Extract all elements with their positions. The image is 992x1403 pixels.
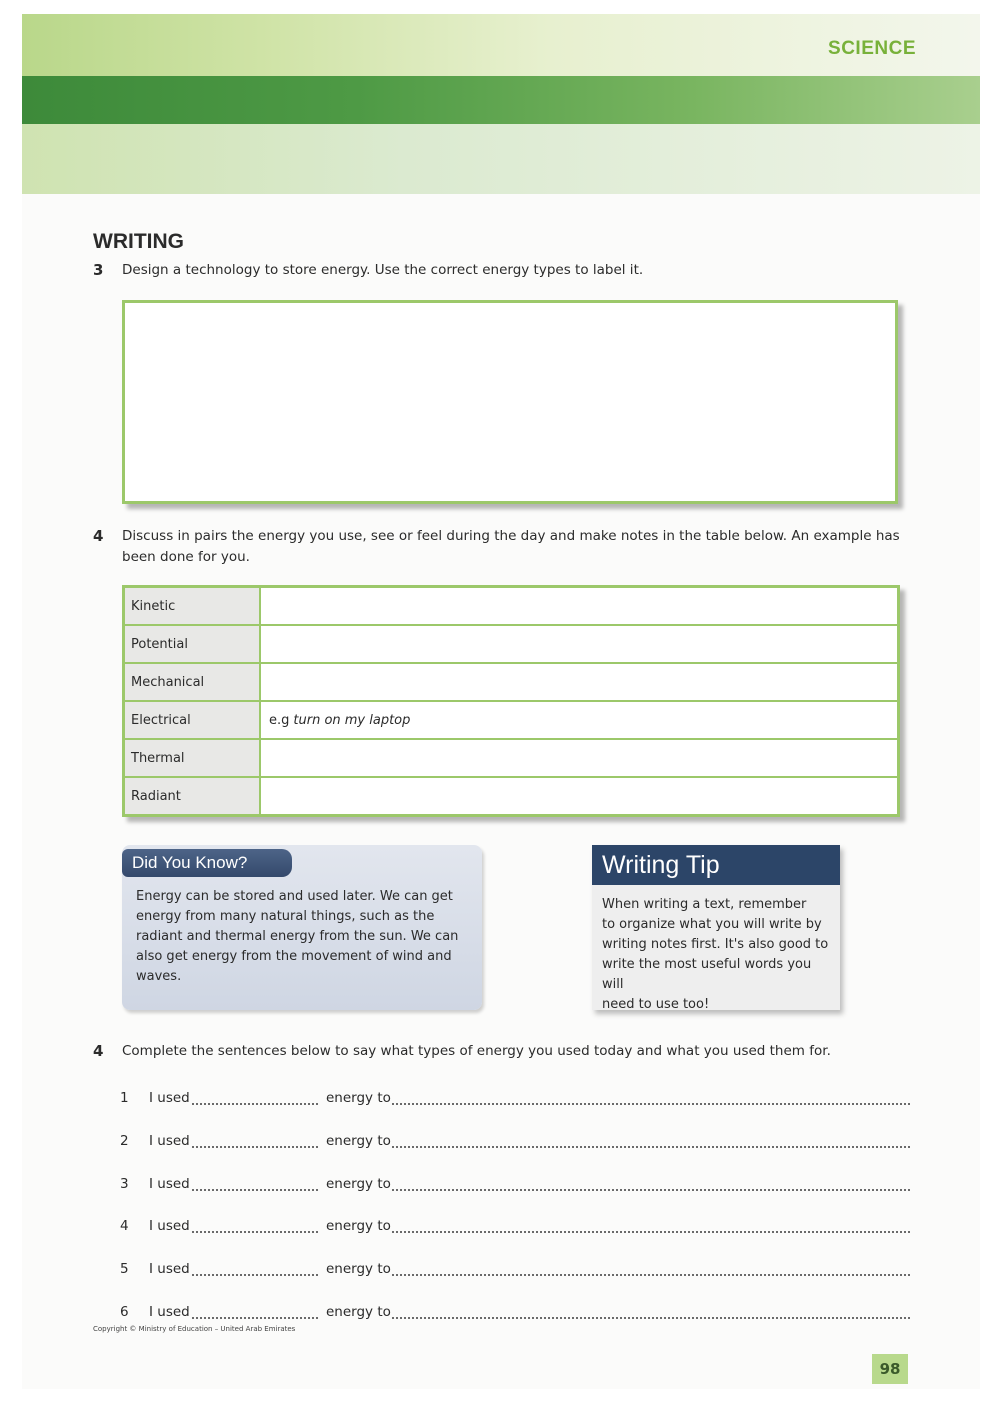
header-banner-stripe: [22, 76, 980, 124]
sentence-number: 4: [120, 1218, 129, 1234]
writing-tip-title: Writing Tip: [592, 845, 840, 885]
example-text: turn on my laptop: [293, 712, 411, 728]
question-4-number: 4: [93, 527, 104, 545]
energy-type-blank[interactable]: [192, 1189, 318, 1191]
table-row: [125, 702, 897, 740]
did-you-know-line: also get energy from the movement of wind and: [136, 949, 452, 964]
did-you-know-title: Did You Know?: [122, 849, 292, 877]
energy-type-label: Kinetic: [125, 588, 261, 624]
energy-notes-cell[interactable]: [261, 778, 897, 814]
sentence-energy-to-label: energy to: [326, 1176, 391, 1192]
energy-type-label: Thermal: [125, 740, 261, 776]
energy-type-label: Radiant: [125, 778, 261, 814]
sentence-row: [120, 1304, 912, 1324]
sentence-used-label: I used: [149, 1304, 190, 1320]
question-3-number: 3: [93, 261, 104, 279]
writing-tip-body: [592, 885, 840, 1015]
writing-tip-box: [592, 845, 840, 1010]
energy-type-blank[interactable]: [192, 1146, 318, 1148]
table-row: [125, 664, 897, 702]
question-4b-number: 4: [93, 1042, 104, 1060]
sentence-used-label: I used: [149, 1176, 190, 1192]
did-you-know-line: radiant and thermal energy from the sun. We can: [136, 929, 459, 944]
did-you-know-line: energy from many natural things, such as the: [136, 909, 435, 924]
sentence-energy-to-label: energy to: [326, 1090, 391, 1106]
writing-tip-line: to organize what you will write by: [602, 917, 822, 932]
question-3-text: Design a technology to store energy. Use the correct energy types to label it.: [122, 262, 644, 278]
energy-type-blank[interactable]: [192, 1317, 318, 1319]
energy-type-blank[interactable]: [192, 1103, 318, 1105]
page-number: 98: [872, 1354, 908, 1384]
drawing-area[interactable]: [122, 300, 898, 504]
energy-type-blank[interactable]: [192, 1274, 318, 1276]
sentence-used-label: I used: [149, 1261, 190, 1277]
sentence-energy-to-label: energy to: [326, 1304, 391, 1320]
energy-use-blank[interactable]: [392, 1189, 910, 1191]
question-4b-text: Complete the sentences below to say what types of energy you used today and what you used them for.: [122, 1043, 831, 1059]
did-you-know-box: [122, 845, 482, 1010]
subject-label: SCIENCE: [828, 38, 916, 59]
energy-type-label: Mechanical: [125, 664, 261, 700]
energy-use-blank[interactable]: [392, 1231, 910, 1233]
energy-use-blank[interactable]: [392, 1274, 910, 1276]
energy-type-label: Potential: [125, 626, 261, 662]
did-you-know-body: [136, 887, 466, 987]
question-4-line-1: Discuss in pairs the energy you use, see or feel during the day and make notes in the table below. An example has: [122, 528, 900, 544]
section-title: WRITING: [93, 230, 184, 253]
writing-tip-line: writing notes first. It's also good to: [602, 937, 829, 952]
energy-notes-cell[interactable]: [261, 664, 897, 700]
sentence-row: [120, 1261, 912, 1281]
sentence-energy-to-label: energy to: [326, 1133, 391, 1149]
sentence-number: 1: [120, 1090, 129, 1106]
example-prefix: e.g: [269, 712, 290, 728]
writing-tip-line: need to use too!: [602, 997, 710, 1012]
sentence-used-label: I used: [149, 1133, 190, 1149]
sentence-number: 6: [120, 1304, 129, 1320]
energy-notes-cell[interactable]: [261, 588, 897, 624]
question-4-line-2: been done for you.: [122, 549, 250, 565]
sentence-used-label: I used: [149, 1090, 190, 1106]
table-row: [125, 740, 897, 778]
energy-use-blank[interactable]: [392, 1146, 910, 1148]
energy-use-blank[interactable]: [392, 1317, 910, 1319]
energy-notes-cell[interactable]: [261, 626, 897, 662]
header-banner-bottom: [22, 124, 980, 194]
sentence-row: [120, 1090, 912, 1110]
sentence-row: [120, 1176, 912, 1196]
sentence-energy-to-label: energy to: [326, 1218, 391, 1234]
sentence-number: 5: [120, 1261, 129, 1277]
sentence-row: [120, 1218, 912, 1238]
energy-notes-cell[interactable]: [261, 740, 897, 776]
energy-type-blank[interactable]: [192, 1231, 318, 1233]
table-row: [125, 778, 897, 814]
energy-use-blank[interactable]: [392, 1103, 910, 1105]
writing-tip-line: write the most useful words you will: [602, 957, 812, 992]
sentence-number: 2: [120, 1133, 129, 1149]
question-4-text: [122, 526, 900, 568]
sentence-number: 3: [120, 1176, 129, 1192]
did-you-know-line: waves.: [136, 969, 182, 984]
table-row: [125, 626, 897, 664]
energy-type-label: Electrical: [125, 702, 261, 738]
did-you-know-line: Energy can be stored and used later. We can get: [136, 889, 453, 904]
copyright-notice: Copyright © Ministry of Education – United Arab Emirates: [93, 1325, 296, 1333]
sentence-row: [120, 1133, 912, 1153]
energy-notes-cell[interactable]: [261, 702, 897, 738]
energy-table: [122, 585, 900, 817]
writing-tip-line: When writing a text, remember: [602, 897, 807, 912]
table-row: [125, 588, 897, 626]
sentence-used-label: I used: [149, 1218, 190, 1234]
sentence-energy-to-label: energy to: [326, 1261, 391, 1277]
